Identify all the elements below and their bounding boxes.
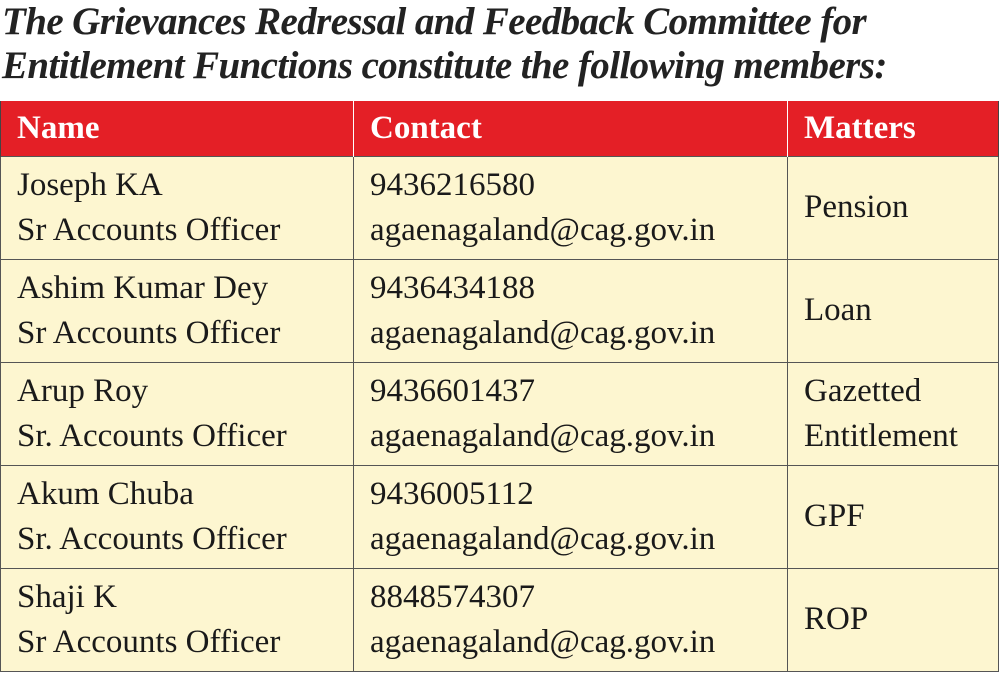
contact-phone: 8848574307 (370, 578, 535, 615)
matter-text: ROP (804, 601, 869, 637)
member-cell (1, 465, 354, 568)
contact-cell (354, 465, 788, 568)
member-name: Akum Chuba (17, 475, 194, 512)
member-cell (1, 259, 354, 362)
member-cell (1, 156, 354, 259)
page-heading (2, 0, 998, 88)
member-name: Arup Roy (17, 372, 149, 409)
member-designation: Sr Accounts Officer (17, 623, 281, 660)
contact-cell (354, 568, 788, 671)
matter-text: Gazetted (804, 372, 922, 409)
matter-text: Loan (804, 292, 872, 328)
member-designation: Sr. Accounts Officer (17, 520, 287, 557)
members-table (0, 101, 999, 672)
member-designation: Sr Accounts Officer (17, 211, 281, 248)
member-cell (1, 362, 354, 465)
table-row (1, 465, 999, 568)
contact-phone: 9436601437 (370, 372, 535, 409)
contact-email: agaenagaland@cag.gov.in (370, 623, 716, 660)
column-header-name: Name (1, 101, 354, 156)
table-row (1, 156, 999, 259)
contact-phone: 9436434188 (370, 269, 535, 306)
header-row (1, 101, 999, 156)
contact-email: agaenagaland@cag.gov.in (370, 211, 716, 248)
member-designation: Sr. Accounts Officer (17, 417, 287, 454)
matter-text: GPF (804, 498, 865, 534)
contact-phone: 9436216580 (370, 166, 535, 203)
table-row (1, 568, 999, 671)
table-header (1, 101, 999, 156)
contact-email: agaenagaland@cag.gov.in (370, 520, 716, 557)
matters-cell (788, 465, 999, 568)
contact-phone: 9436005112 (370, 475, 534, 512)
column-header-matters: Matters (788, 101, 999, 156)
member-cell (1, 568, 354, 671)
matter-text-line-2: Entitlement (804, 417, 958, 454)
member-designation: Sr Accounts Officer (17, 314, 281, 351)
table-row (1, 259, 999, 362)
matters-cell (788, 568, 999, 671)
heading-line-1: The Grievances Redressal and Feedback Committee for (2, 0, 867, 43)
table-row (1, 362, 999, 465)
member-name: Joseph KA (17, 166, 163, 203)
heading-line-2: Entitlement Functions constitute the following members: (2, 44, 887, 87)
matters-cell (788, 156, 999, 259)
member-name: Shaji K (17, 578, 117, 615)
matters-cell (788, 259, 999, 362)
member-name: Ashim Kumar Dey (17, 269, 269, 306)
contact-cell (354, 156, 788, 259)
matters-cell (788, 362, 999, 465)
contact-email: agaenagaland@cag.gov.in (370, 417, 716, 454)
column-header-contact: Contact (354, 101, 788, 156)
contact-cell (354, 259, 788, 362)
contact-cell (354, 362, 788, 465)
table-body (1, 156, 999, 671)
matter-text: Pension (804, 189, 909, 225)
contact-email: agaenagaland@cag.gov.in (370, 314, 716, 351)
